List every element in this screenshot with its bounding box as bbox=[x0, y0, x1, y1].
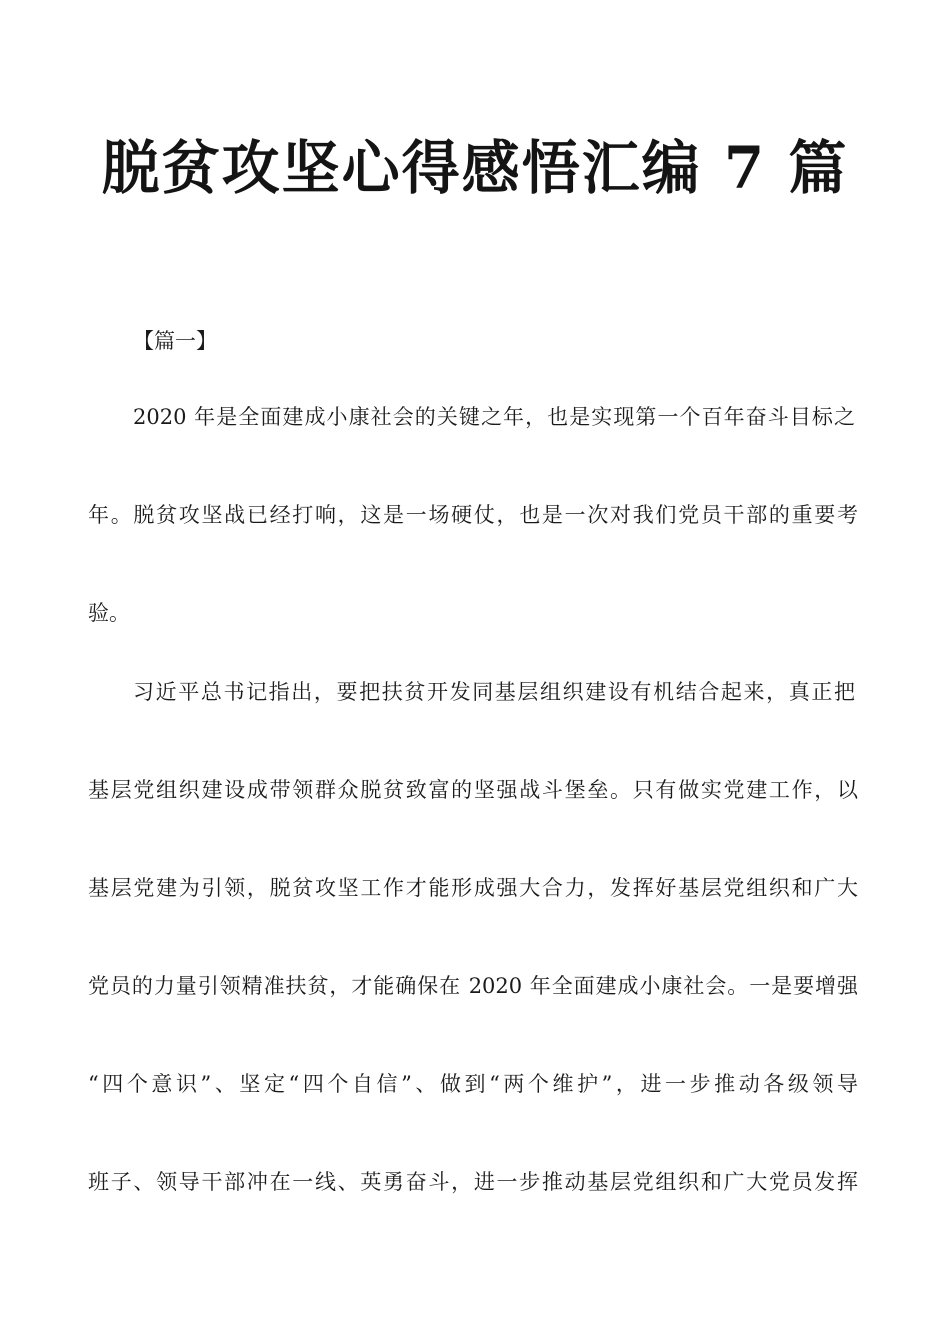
paragraph-line: 年。脱贫攻坚战已经打响，这是一场硬仗，也是一次对我们党员干部的重要考 bbox=[88, 503, 858, 527]
paragraph-line: 党员的力量引领精准扶贫，才能确保在 2020 年全面建成小康社会。一是要增强 bbox=[88, 974, 858, 998]
paragraph-line: “四个意识”、坚定“四个自信”、做到“两个维护”，进一步推动各级领导 bbox=[88, 1072, 858, 1096]
paragraph-line: 班子、领导干部冲在一线、英勇奋斗，进一步推动基层党组织和广大党员发挥 bbox=[88, 1170, 858, 1194]
paragraph-line: 基层党组织建设成带领群众脱贫致富的坚强战斗堡垒。只有做实党建工作，以 bbox=[88, 778, 858, 802]
paragraph-line: 2020 年是全面建成小康社会的关键之年，也是实现第一个百年奋斗目标之 bbox=[133, 405, 855, 429]
paragraph-line: 验。 bbox=[88, 601, 130, 625]
section-label: 【篇一】 bbox=[133, 329, 217, 353]
paragraph-line: 习近平总书记指出，要把扶贫开发同基层组织建设有机结合起来，真正把 bbox=[133, 680, 855, 704]
document-title: 脱贫攻坚心得感悟汇编 7 篇 bbox=[101, 134, 849, 202]
paragraph-line: 基层党建为引领，脱贫攻坚工作才能形成强大合力，发挥好基层党组织和广大 bbox=[88, 876, 858, 900]
